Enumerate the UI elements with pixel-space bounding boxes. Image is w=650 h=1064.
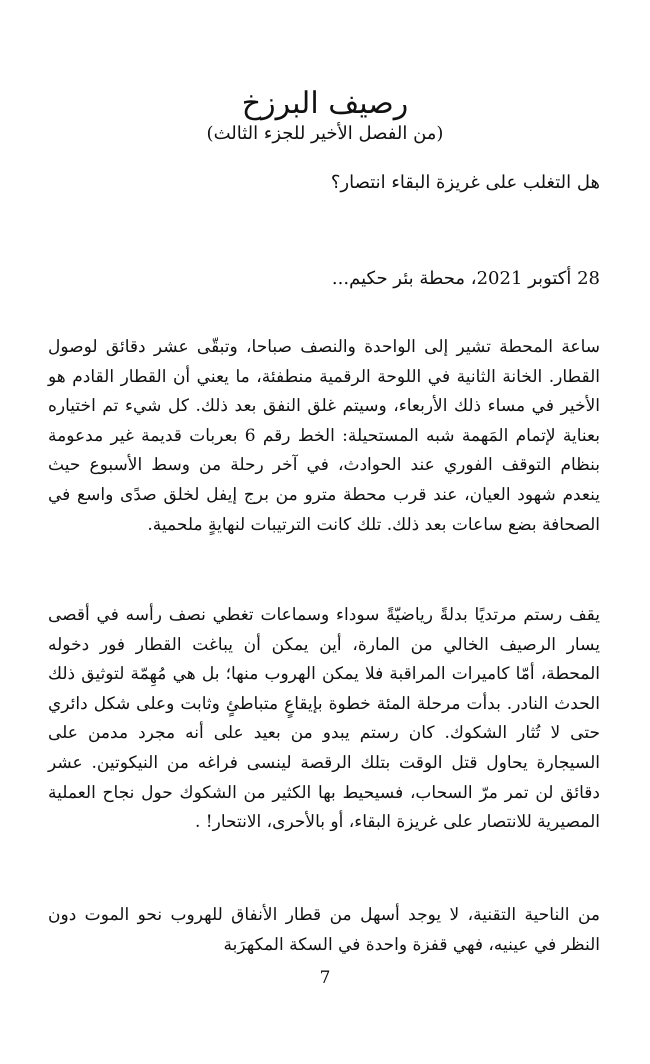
- paragraph: ساعة المحطة تشير إلى الواحدة والنصف صباحا، وتبقّى عشر دقائق لوصول القطار. الخانة الثانية في اللوحة الرقمية منطفئة، ما يعني أن القطار القادم هو الأخير في مساء ذلك الأربعاء، وسيتم غلق النفق بعد ذلك. كل شيء تم اختياره بعناية لإتمام المَهمة شبه المستحيلة: الخط رقم 6 بعربات قديمة غير مدعومة بنظام التوقف الفوري عند الحوادث، في آخر رحلة من وسط الأسبوع حيث ينعدم شهود العيان، عند قرب محطة مترو من برج إيفل لخلق صدًى واسع في الصحافة بضع ساعات بعد ذلك. تلك كانت الترتيبات لنهايةٍ ملحمية.: [48, 337, 600, 535]
- epigraph-question: هل التغلب على غريزة البقاء انتصار؟: [330, 172, 600, 193]
- page-number: 7: [319, 968, 331, 988]
- paragraph: يقف رستم مرتديًا بدلةً رياضيّةً سوداء وسماعات تغطي نصف رأسه في أقصى يسار الرصيف الخالي من المارة، أين يمكن أن يباغت القطار فور دخوله المحطة، أمّا كاميرات المراقبة فلا يمكن الهروب منها؛ بل هي مُهِمّة لتوثيق ذلك الحدث النادر. بدأت مرحلة المئة خطوة بإيقاعٍ متباطئٍ وثابت وعلى شكل دائري حتى لا تُثار الشكوك. كان رستم يبدو من بعيد على أنه مجرد مدمن على السيجارة يحاول قتل الوقت بتلك الرقصة لينسى فراغه من النيكوتين. عشر دقائق لن تمر مرّ السحاب، فسيحيط بها الكثير من الشكوك حول نجاح العملية المصيرية للانتصار على غريزة البقاء، أو بالأحرى، الانتحار! .: [48, 605, 600, 833]
- dateline: 28 أكتوبر 2021، محطة بئر حكيم...: [331, 268, 600, 289]
- chapter-title: رصيف البرزخ: [241, 86, 409, 121]
- chapter-subtitle: (من الفصل الأخير للجزء الثالث): [206, 123, 444, 144]
- paragraph: من الناحية التقنية، لا يوجد أسهل من قطار الأنفاق للهروب نحو الموت دون النظر في عينيه، فهي قفزة واحدة في السكة المكهرَبة: [48, 905, 600, 955]
